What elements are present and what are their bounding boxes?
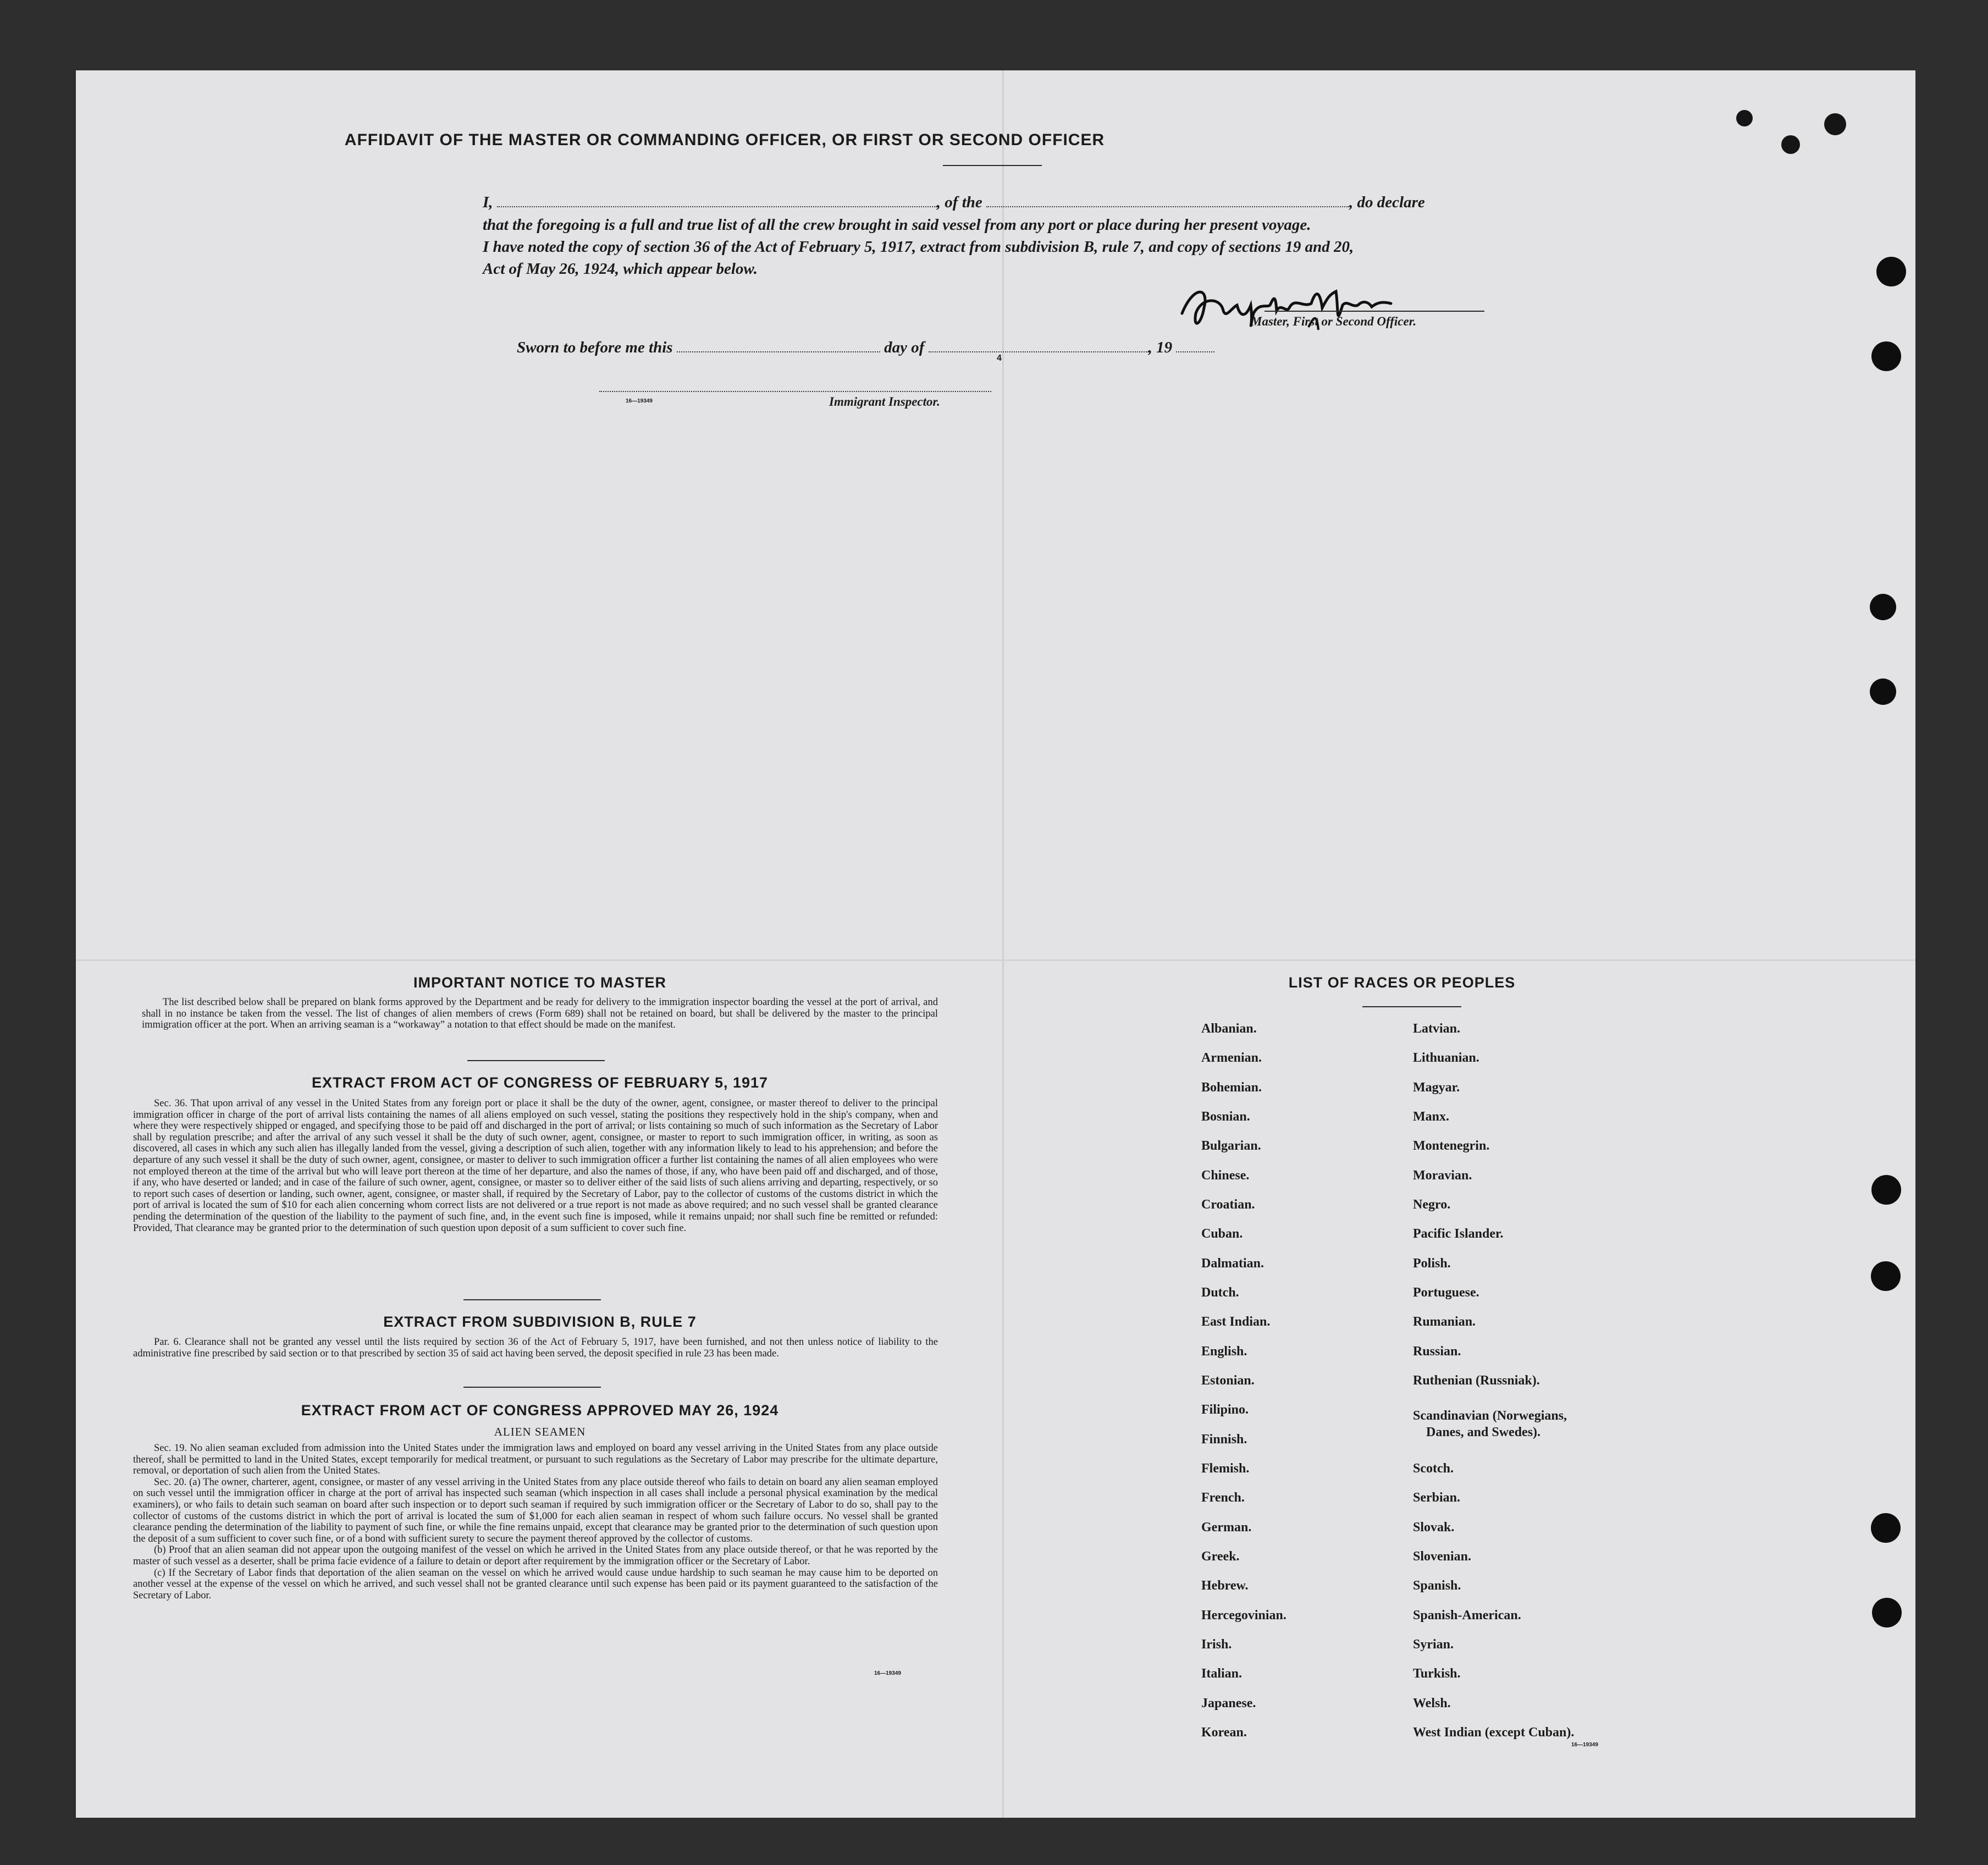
affidavit-line-2: that the foregoing is a full and true list of all the crew brought in said vessel from any port or place during her present voyage. [483, 216, 1311, 234]
race-item: Moravian. [1413, 1168, 1472, 1183]
race-item: Slovak. [1413, 1520, 1455, 1535]
sec20a-paragraph: Sec. 20. (a) The owner, charterer, agent, consignee, or master of any vessel arriving in the United States from any place outside thereof who fails to detain on board any alien seaman employed on such vessel until the immigration officer in charge at the port of arrival has inspected such seaman (which inspection in all cases shall include a personal physical examination by the medical examiners), or who fails to detain such seaman on board after such inspection or to deport such seaman if required by such immigration officer or the Secretary of Labor to do so, shall pay to the collector of customs of the customs district in which the port of arrival is located the sum of $1,000 for each alien seaman in respect of whom such failure occurs. No vessel shall be granted clearance pending the determination of the liability to payment of such fine, or while the fine remains unpaid, except that clearance may be granted prior to the determination of such question upon the deposit of a sum sufficient to cover such fine, or of a bond with sufficient surety to secure the payment thereof approved by the collector of customs. [133, 1476, 938, 1544]
affidavit-form-number: 16—19349 [626, 398, 653, 404]
extract-form-number: 16—19349 [874, 1670, 901, 1676]
section-divider [467, 1060, 605, 1061]
race-item: Syrian. [1413, 1637, 1454, 1652]
notice-paragraph: The list described below shall be prepared on blank forms approved by the Department and be ready for delivery to the immigration inspector boarding the vessel at the port of arrival, and shall in no instance be taken from the vessel. The list of changes of alien members of crews (Form 689) shall not be retained on board, but shall be delivered by the master to the principal immigration officer at the port. When an arriving seaman is a “workaway” a notation to that effect should be made on the manifest. [142, 997, 938, 1031]
extract-1924-title: EXTRACT FROM ACT OF CONGRESS APPROVED MAY 26, 1924 [301, 1402, 779, 1419]
extract-1917-text [133, 1098, 938, 1234]
race-item: Latvian. [1413, 1022, 1461, 1036]
punch-hole [1871, 1513, 1901, 1543]
race-item: Greek. [1201, 1549, 1240, 1564]
race-item: Dutch. [1201, 1285, 1239, 1300]
punch-hole [1871, 1175, 1901, 1205]
race-item: Manx. [1413, 1110, 1449, 1124]
extract-rule7-text [133, 1337, 938, 1359]
race-item: Dalmatian. [1201, 1256, 1264, 1271]
race-item: Albanian. [1201, 1022, 1257, 1036]
title-underline [943, 165, 1042, 166]
race-item: Ruthenian (Russniak). [1413, 1373, 1540, 1388]
race-item: Estonian. [1201, 1373, 1255, 1388]
race-item: German. [1201, 1520, 1252, 1535]
sec36-paragraph: Sec. 36. That upon arrival of any vessel in the United States from any foreign port or place it shall be the duty of the owner, agent, consignee, or master thereof to deliver to the principal immigration officer in charge of the port of arrival lists containing the names of all aliens employed on such vessel, stating the positions they respectively hold in the ship's company, when and where they were respectively shipped or engaged, and specifying those to be paid off and discharged in the port of arrival; or lists containing so much of such information as the Secretary of Labor shall by regulation prescribe; and after the arrival of any such vessel it shall be the duty of such owner, agent, consignee, or master to report to such immigration officer, in writing, as soon as discovered, all cases in which any such alien has illegally landed from the vessel, giving a description of such alien, together with any information likely to lead to his apprehension; and before the departure of any such vessel it shall be the duty of such owner, agent, consignee, or master to deliver to such immigration officer a further list containing the names of all alien employees who were not employed thereon at the time of the arrival but who will leave port thereon at the time of her departure, and also the names of those, if any, who have been paid off and discharged, and of those, if any, who have deserted or landed; and in case of the failure of such owner, agent, consignee, or master so to deliver either of the said lists of such aliens arriving and departing, respectively, or so to report such cases of desertion or landing, such owner, agent, consignee, or master shall, if required by the Secretary of Labor, pay to the collector of customs of the customs district in which the port of arrival is located the sum of $10 for each alien concerning whom correct lists are not delivered or a true report is not made as above required; and no such vessel shall be granted clearance pending the determination of the question of the liability to the payment of such fine, and, in the event such fine is imposed, while it remains unpaid; nor shall such fine be remitted or refunded: Provided, That clearance may be granted prior to the determination of such question upon deposit of a sum sufficient to cover such fine. [133, 1098, 938, 1234]
signature-caption: Master, First or Second Officer. [1251, 314, 1417, 328]
punch-hole [1872, 1598, 1902, 1627]
ink-speck [1824, 113, 1846, 135]
sworn-year: , 19 [1148, 339, 1173, 356]
race-item: Spanish. [1413, 1579, 1461, 1593]
sec20c-paragraph: (c) If the Secretary of Labor finds that deportation of the alien seaman on the vessel on which he arrived would cause undue hardship to such seaman he may cause him to be deported on another vessel at the expense of the vessel on which he arrived, and such vessel shall not be granted clearance until such expense has been paid or its payment guaranteed to the satisfaction of the Secretary of Labor. [133, 1567, 938, 1601]
race-item: Danes, and Swedes). [1426, 1425, 1541, 1439]
extract-1917-title: EXTRACT FROM ACT OF CONGRESS OF FEBRUARY 5, 1917 [311, 1074, 769, 1091]
race-item: Portuguese. [1413, 1285, 1479, 1300]
race-item: Italian. [1201, 1667, 1242, 1681]
race-item: Irish. [1201, 1637, 1232, 1652]
affidavit-title: AFFIDAVIT OF THE MASTER OR COMMANDING OFFICER, OR FIRST OR SECOND OFFICER [344, 131, 1105, 149]
extract-1924-text [133, 1443, 938, 1601]
punch-hole [1870, 678, 1896, 705]
race-item: Bosnian. [1201, 1110, 1250, 1124]
notice-title: IMPORTANT NOTICE TO MASTER [413, 974, 666, 991]
punch-hole [1870, 594, 1896, 620]
race-item: Welsh. [1413, 1696, 1451, 1710]
affidavit-line-1 [483, 194, 1425, 212]
race-item: Chinese. [1201, 1168, 1250, 1183]
punch-hole [1871, 341, 1901, 371]
rule7-paragraph: Par. 6. Clearance shall not be granted any vessel until the lists required by section 36 of the Act of February 5, 1917, have been furnished, and not then unless notice of liability to the administrative fine prescribed by said section or to that prescribed by section 35 of said act having been served, the deposit specified in rule 23 has been made. [133, 1337, 938, 1359]
signature-line [1264, 311, 1484, 312]
inspector-signature-line [599, 391, 991, 392]
section-divider [463, 1299, 601, 1300]
punch-hole [1871, 1261, 1901, 1291]
race-item: West Indian (except Cuban). [1413, 1725, 1575, 1740]
fold-line-vertical [1002, 70, 1004, 1818]
section-divider [463, 1387, 601, 1388]
race-item: French. [1201, 1491, 1245, 1505]
race-item: Flemish. [1201, 1461, 1250, 1476]
race-item: Russian. [1413, 1344, 1461, 1359]
sworn-day-blank[interactable] [677, 339, 880, 352]
affidavit-declare: , do declare [1349, 194, 1425, 211]
race-item: Pacific Islander. [1413, 1227, 1504, 1241]
races-form-number: 16—19349 [1571, 1742, 1598, 1748]
punch-hole [1876, 257, 1906, 286]
sworn-line [517, 339, 1214, 357]
sworn-prefix: Sworn to before me this [517, 339, 673, 356]
race-item: Finnish. [1201, 1432, 1247, 1447]
sec19-paragraph: Sec. 19. No alien seaman excluded from admission into the United States under the immigration laws and employed on board any vessel arriving in the United States from any place outside thereof, shall be permitted to land in the United States, except temporarily for medical treatment, or pursuant to such regulations as the Secretary of Labor may prescribe for the ultimate departure, removal, or deportation of such alien from the United States. [133, 1443, 938, 1477]
races-title: LIST OF RACES OR PEOPLES [1288, 974, 1516, 991]
race-item: Slovenian. [1413, 1549, 1472, 1564]
sec20b-paragraph: (b) Proof that an alien seaman did not appear upon the outgoing manifest of the vessel on which he arrived in the United States from any place outside thereof, or that he was reported by the master of such vessel as a deserter, shall be prima facie evidence of a failure to detain or deport after requirement by the immigration officer or the Secretary of Labor. [133, 1544, 938, 1567]
extract-rule7-title: EXTRACT FROM SUBDIVISION B, RULE 7 [383, 1314, 697, 1330]
affidavit-line-3: I have noted the copy of section 36 of the Act of February 5, 1917, extract from subdivision B, rule 7, and copy of sections 19 and 20, [483, 238, 1354, 256]
races-title-underline [1362, 1006, 1461, 1007]
alien-seamen-subtitle: ALIEN SEAMEN [494, 1425, 586, 1438]
affidavit-line-4: Act of May 26, 1924, which appear below. [483, 260, 758, 278]
affidavit-of-the: , of the [936, 194, 982, 211]
affidavit-i: I, [483, 194, 493, 211]
notice-text [142, 997, 938, 1031]
race-item: Magyar. [1413, 1080, 1460, 1095]
race-item: Hercegovinian. [1201, 1608, 1286, 1623]
race-item: Korean. [1201, 1725, 1247, 1740]
race-item: Negro. [1413, 1198, 1451, 1212]
race-item: English. [1201, 1344, 1247, 1359]
sworn-mark: 4 [997, 354, 1002, 363]
race-item: Croatian. [1201, 1198, 1255, 1212]
race-item: Armenian. [1201, 1051, 1262, 1065]
race-item: Polish. [1413, 1256, 1451, 1271]
race-item: Turkish. [1413, 1667, 1461, 1681]
race-item: Bulgarian. [1201, 1139, 1261, 1153]
race-item: East Indian. [1201, 1315, 1271, 1329]
race-item: Lithuanian. [1413, 1051, 1479, 1065]
race-item: Rumanian. [1413, 1315, 1476, 1329]
race-item: Serbian. [1413, 1491, 1461, 1505]
sworn-month-blank[interactable] [929, 339, 1148, 352]
race-item: Montenegrin. [1413, 1139, 1490, 1153]
master-signature [1171, 275, 1402, 341]
race-item: Filipino. [1201, 1403, 1249, 1417]
fold-line-horizontal [76, 959, 1915, 961]
race-item: Bohemian. [1201, 1080, 1262, 1095]
race-item: Cuban. [1201, 1227, 1243, 1241]
ink-speck [1736, 110, 1753, 126]
sworn-year-blank[interactable] [1176, 339, 1214, 352]
inspector-caption: Immigrant Inspector. [829, 395, 940, 409]
race-item: Scotch. [1413, 1461, 1454, 1476]
race-item: Hebrew. [1201, 1579, 1249, 1593]
name-blank[interactable] [497, 194, 937, 207]
race-item: Spanish-American. [1413, 1608, 1521, 1623]
vessel-blank[interactable] [986, 194, 1349, 207]
ink-speck [1781, 135, 1800, 154]
race-item: Scandinavian (Norwegians, [1413, 1409, 1567, 1423]
sworn-day-of: day of [884, 339, 925, 356]
race-item: Japanese. [1201, 1696, 1256, 1710]
